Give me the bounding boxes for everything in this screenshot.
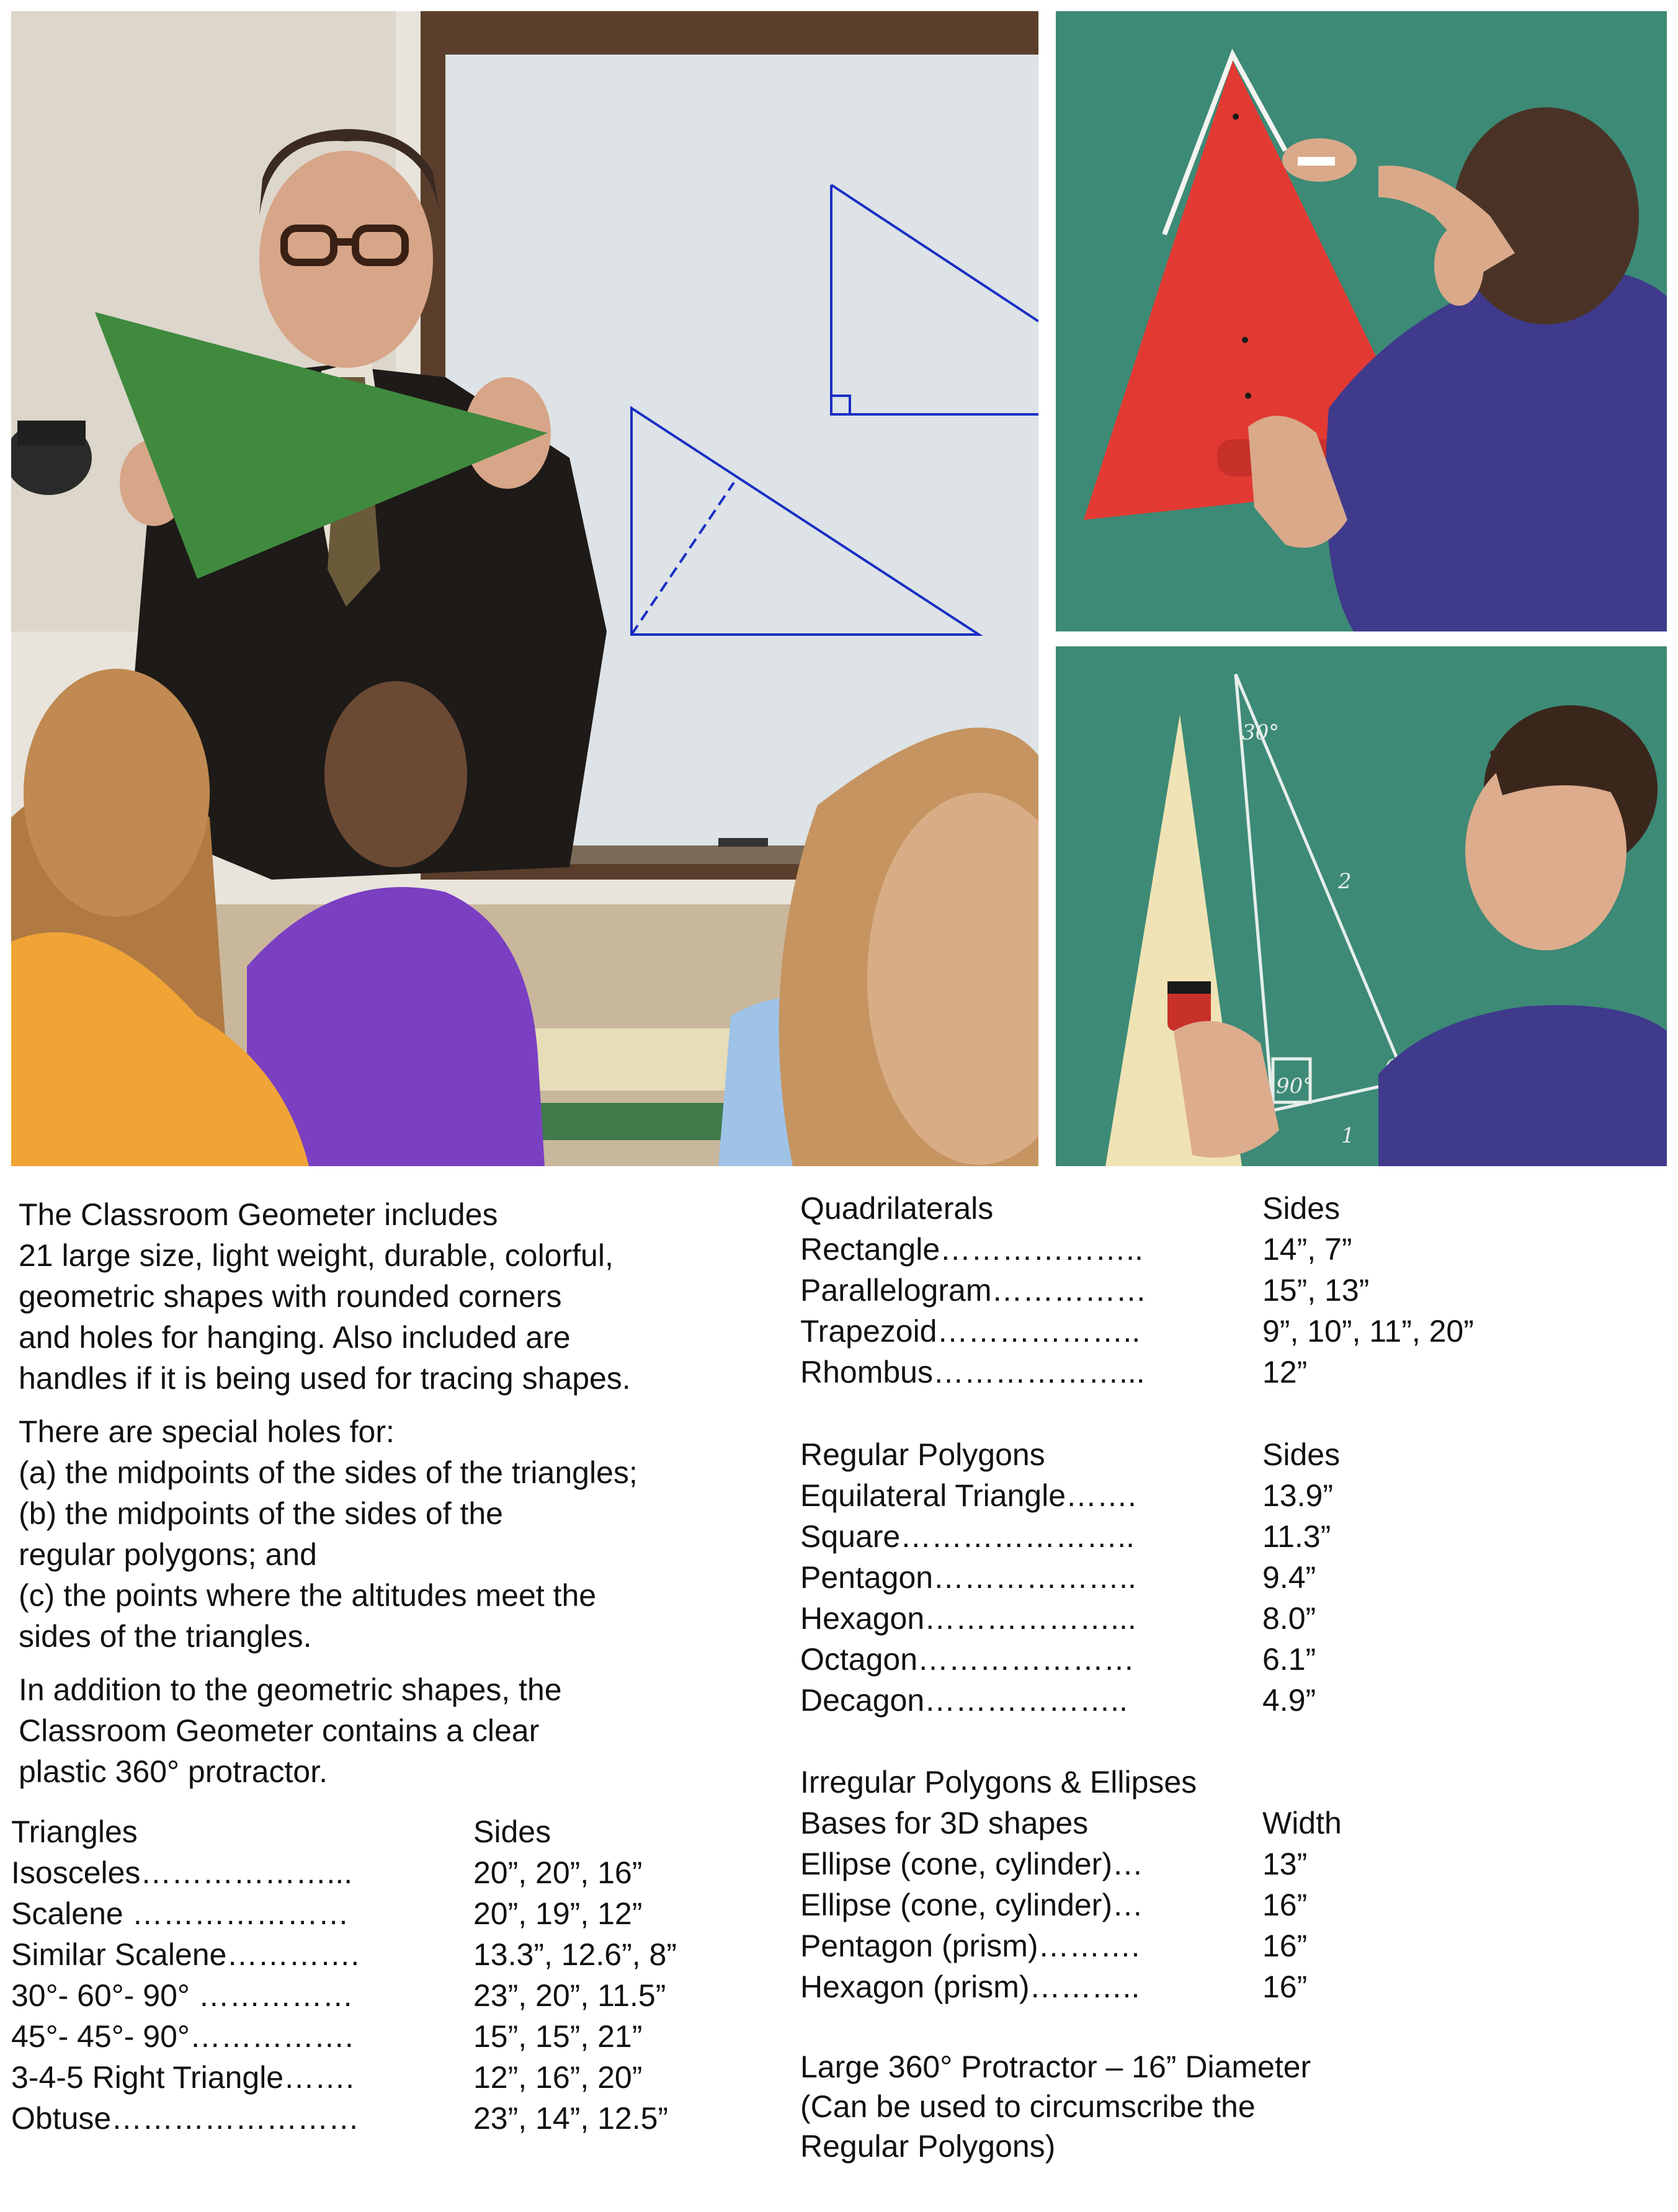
table-title	[800, 1762, 1669, 1803]
shape-value: 13.3”, 12.6”, 8”	[473, 1937, 677, 1972]
table-row	[800, 1598, 1669, 1639]
shape-name: 45°- 45°- 90°…………….	[11, 2019, 354, 2054]
protractor-note-line: (Can be used to circumscribe the	[800, 2089, 1256, 2124]
angle-90-label: 90°	[1276, 1074, 1314, 1099]
shape-value: 8.0”	[1262, 1601, 1316, 1636]
table-row	[800, 1844, 1669, 1884]
table-row	[11, 1852, 774, 1893]
table-row	[800, 1925, 1669, 1966]
shape-value: 20”, 19”, 12”	[473, 1896, 643, 1931]
table-row	[800, 1966, 1669, 2007]
shape-name: Octagon…………………	[800, 1642, 1135, 1677]
triangles-heading: Triangles	[11, 1814, 138, 1849]
shape-name: Trapezoid………………..	[800, 1314, 1141, 1349]
table-header	[800, 1188, 1669, 1229]
protractor-note-line: Regular Polygons)	[800, 2129, 1056, 2164]
table-row	[800, 1557, 1669, 1598]
shape-value: 9.4”	[1262, 1560, 1316, 1595]
table-header	[800, 1803, 1669, 1844]
red-triangle-photo	[1056, 11, 1667, 631]
shape-value: 20”, 20”, 16”	[473, 1855, 643, 1890]
intro-line: handles if it is being used for tracing shapes.	[19, 1361, 631, 1396]
shape-name: Pentagon………………..	[800, 1560, 1136, 1595]
table-row	[11, 2057, 774, 2098]
shape-name: Scalene …………………	[11, 1896, 349, 1931]
table-row	[11, 1893, 774, 1934]
sides-heading: Sides	[1262, 1437, 1341, 1472]
holes-line: (c) the points where the altitudes meet the	[19, 1578, 597, 1613]
intro-line: The Classroom Geometer includes	[19, 1197, 498, 1232]
shape-name: Square…………………..	[800, 1519, 1135, 1554]
holes-line: (a) the midpoints of the sides of the triangles;	[19, 1455, 638, 1490]
shape-value: 16”	[1262, 1888, 1308, 1922]
protractor-label: Large 360° Protractor	[800, 2049, 1097, 2084]
shape-name: 3-4-5 Right Triangle…….	[11, 2060, 355, 2095]
holes-line: There are special holes for:	[19, 1414, 395, 1449]
intro-line: geometric shapes with rounded corners	[19, 1279, 562, 1314]
irregular-heading: Irregular Polygons & Ellipses	[800, 1765, 1197, 1799]
shape-value: 13.9”	[1262, 1478, 1333, 1513]
table-row	[800, 1680, 1669, 1721]
shape-name: Parallelogram……………	[800, 1273, 1147, 1308]
shape-value: 15”, 13”	[1262, 1273, 1370, 1308]
shape-value: 13”	[1262, 1847, 1308, 1881]
shape-name: Ellipse (cone, cylinder)…	[800, 1847, 1143, 1881]
shape-value: 14”, 7”	[1262, 1232, 1352, 1267]
intro-line: 21 large size, light weight, durable, colorful,	[19, 1238, 614, 1273]
table-header	[800, 1434, 1669, 1475]
shape-value: 6.1”	[1262, 1642, 1316, 1677]
table-row	[11, 1975, 774, 2016]
quadrilaterals-heading: Quadrilaterals	[800, 1191, 994, 1226]
table-row	[800, 1352, 1669, 1393]
table-row	[800, 1884, 1669, 1925]
quadrilaterals-table	[800, 1188, 1669, 1393]
shape-name: Obtuse……………………	[11, 2101, 360, 2136]
intro-text	[19, 1194, 763, 1792]
table-row	[800, 1311, 1669, 1352]
table-row	[800, 1516, 1669, 1557]
shape-value: 23”, 20”, 11.5”	[473, 1978, 666, 2013]
intro-line: and holes for hanging. Also included are	[19, 1320, 571, 1355]
table-row	[800, 1270, 1669, 1311]
shape-name: Pentagon (prism)……….	[800, 1929, 1140, 1963]
shape-name: 30°- 60°- 90° ……………	[11, 1978, 354, 2013]
addition-line: In addition to the geometric shapes, the	[19, 1672, 562, 1707]
regular-polygons-table	[800, 1434, 1669, 1721]
table-header	[11, 1811, 774, 1852]
yellow-triangle-photo	[1056, 646, 1667, 1166]
addition-line: Classroom Geometer contains a clear	[19, 1713, 540, 1748]
shape-name: Similar Scalene………….	[11, 1937, 360, 1972]
shape-value: 15”, 15”, 21”	[473, 2019, 643, 2054]
holes-line: regular polygons; and	[19, 1537, 317, 1572]
protractor-detail: – 16” Diameter	[1097, 2049, 1311, 2084]
table-row	[800, 1475, 1669, 1516]
side-1-label: 1	[1341, 1123, 1355, 1148]
table-row	[11, 2016, 774, 2057]
shape-name: Isosceles………………...	[11, 1855, 353, 1890]
table-row	[11, 2098, 774, 2139]
irregular-polygons-table	[800, 1762, 1669, 2007]
shape-name: Hexagon (prism)………..	[800, 1969, 1140, 2004]
shape-value: 16”	[1262, 1929, 1308, 1963]
table-row	[800, 1229, 1669, 1270]
shape-value: 11.3”	[1262, 1519, 1331, 1554]
shape-name: Equilateral Triangle…….	[800, 1478, 1136, 1513]
table-row	[11, 1934, 774, 1975]
protractor-note	[800, 2047, 1669, 2166]
bases-subheading: Bases for 3D shapes	[800, 1806, 1089, 1840]
table-row	[800, 1639, 1669, 1680]
shape-name: Rectangle………………..	[800, 1232, 1143, 1267]
addition-line: plastic 360° protractor.	[19, 1754, 328, 1789]
shape-value: 12”	[1262, 1355, 1308, 1389]
shape-name: Rhombus………………...	[800, 1355, 1145, 1389]
shape-name: Hexagon………………...	[800, 1601, 1136, 1636]
triangles-table	[11, 1811, 774, 2139]
shape-value: 9”, 10”, 11”, 20”	[1262, 1314, 1474, 1349]
regular-polygons-heading: Regular Polygons	[800, 1437, 1045, 1472]
shape-value: 16”	[1262, 1969, 1308, 2004]
width-heading: Width	[1262, 1806, 1342, 1840]
shape-value: 12”, 16”, 20”	[473, 2060, 643, 2095]
teacher-photo	[11, 11, 1038, 1166]
holes-line: (b) the midpoints of the sides of the	[19, 1496, 503, 1531]
shape-name: Ellipse (cone, cylinder)…	[800, 1888, 1143, 1922]
holes-line: sides of the triangles.	[19, 1619, 312, 1654]
shape-name: Decagon………………..	[800, 1683, 1128, 1718]
side-2-label: 2	[1338, 869, 1352, 894]
protractor-line	[800, 2047, 1669, 2087]
shape-value: 4.9”	[1262, 1683, 1316, 1718]
shape-value: 23”, 14”, 12.5”	[473, 2101, 669, 2136]
sides-heading: Sides	[1262, 1191, 1341, 1226]
angle-30-label: 30°	[1242, 720, 1280, 745]
sides-heading: Sides	[473, 1814, 551, 1849]
